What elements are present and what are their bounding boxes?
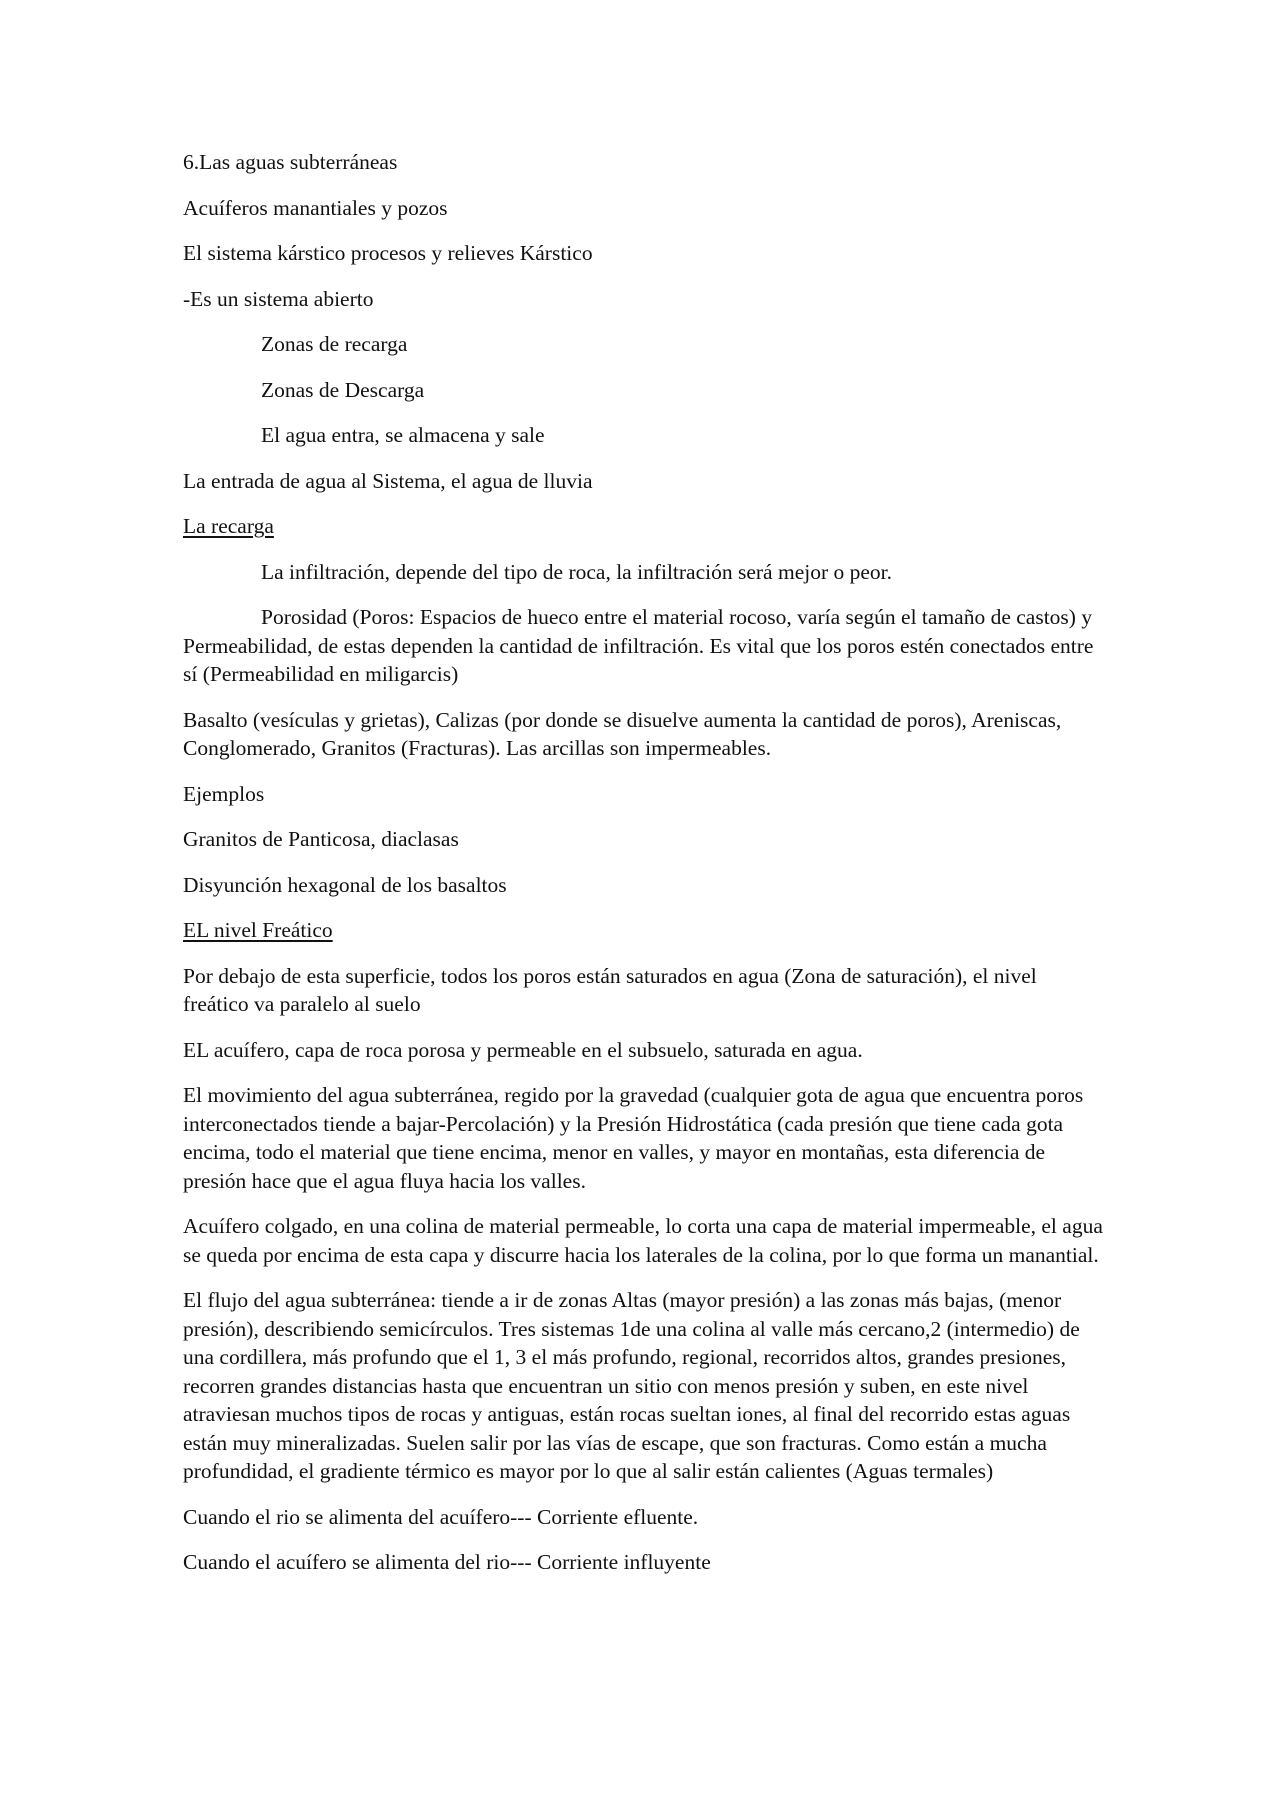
- line-agua-entra: El agua entra, se almacena y sale: [261, 423, 545, 447]
- line-disyuncion: Disyunción hexagonal de los basaltos: [183, 872, 507, 897]
- line-corriente-influyente: Cuando el acuífero se alimenta del rio--- Corriente influyente: [183, 1550, 711, 1574]
- line-entrada-agua: La entrada de agua al Sistema, el agua de lluvia: [183, 468, 593, 493]
- line-infiltracion: La infiltración, depende del tipo de roca, la infiltración será mejor o peor.: [261, 559, 893, 584]
- heading-recarga: La recarga: [183, 514, 274, 538]
- line-acuiferos: Acuíferos manantiales y pozos: [183, 195, 448, 220]
- line-sistema-abierto: -Es un sistema abierto: [183, 286, 374, 311]
- line-granitos: Granitos de Panticosa, diaclasas: [183, 827, 459, 851]
- line-karstico: El sistema kárstico procesos y relieves Kárstico: [183, 241, 593, 265]
- line-ejemplos: Ejemplos: [183, 781, 265, 806]
- paragraph-debajo: Por debajo de esta superficie, todos los poros están saturados en agua (Zona de saturación), el nivel freático va paralelo al suelo: [183, 963, 1037, 1016]
- line-zonas-recarga: Zonas de recarga: [261, 332, 408, 356]
- line-corriente-efluente: Cuando el rio se alimenta del acuífero--- Corriente efluente.: [183, 1504, 699, 1529]
- paragraph-basalto: Basalto (vesículas y grietas), Calizas (por donde se disuelve aumenta la cantidad de poros), Areniscas, Conglomerado, Granitos (Fracturas). Las arcillas son impermeables.: [183, 707, 1062, 760]
- line-zonas-descarga: Zonas de Descarga: [261, 377, 425, 402]
- paragraph-porosidad: Porosidad (Poros: Espacios de hueco entre el material rocoso, varía según el tamaño de castos) y Permeabilidad, de estas dependen la cantidad de infiltración. Es vital que los poros estén conectados entre sí (Permeabilidad en miligarcis): [183, 605, 1094, 686]
- document-title: 6.Las aguas subterráneas: [183, 150, 398, 174]
- document-body: [183, 148, 1103, 1594]
- heading-nivel-freatico: EL nivel Freático: [183, 918, 333, 942]
- paragraph-acuifero: EL acuífero, capa de roca porosa y permeable en el subsuelo, saturada en agua.: [183, 1037, 863, 1062]
- paragraph-movimiento: El movimiento del agua subterránea, regido por la gravedad (cualquier gota de agua que encuentra poros interconectados tiende a bajar-Percolación) y la Presión Hidrostática (cada presión que tiene cada gota encima, todo el material que tiene encima, menor en valles, y mayor en montañas, esta diferencia de presión hace que el agua fluya hacia los valles.: [183, 1083, 1084, 1193]
- paragraph-flujo: El flujo del agua subterránea: tiende a ir de zonas Altas (mayor presión) a las zonas más bajas, (menor presión), describiendo semicírculos. Tres sistemas 1de una colina al valle más cercano,2 (intermedio) de una cordillera, más profundo que el 1, 3 el más profundo, regional, recorridos altos, grandes presiones, recorren grandes distancias hasta que encuentran un sitio con menos presión y suben, en este nivel atraviesan muchos tipos de rocas y antiguas, están rocas sueltan iones, al final del recorrido estas aguas están muy mineralizadas. Suelen salir por las vías de escape, que son fracturas. Como están a mucha profundidad, el gradiente térmico es mayor por lo que al salir están calientes (Aguas termales): [183, 1288, 1080, 1483]
- paragraph-acuifero-colgado: Acuífero colgado, en una colina de material permeable, lo corta una capa de material impermeable, el agua se queda por encima de esta capa y discurre hacia los laterales de la colina, por lo que forma un manantial.: [183, 1214, 1103, 1267]
